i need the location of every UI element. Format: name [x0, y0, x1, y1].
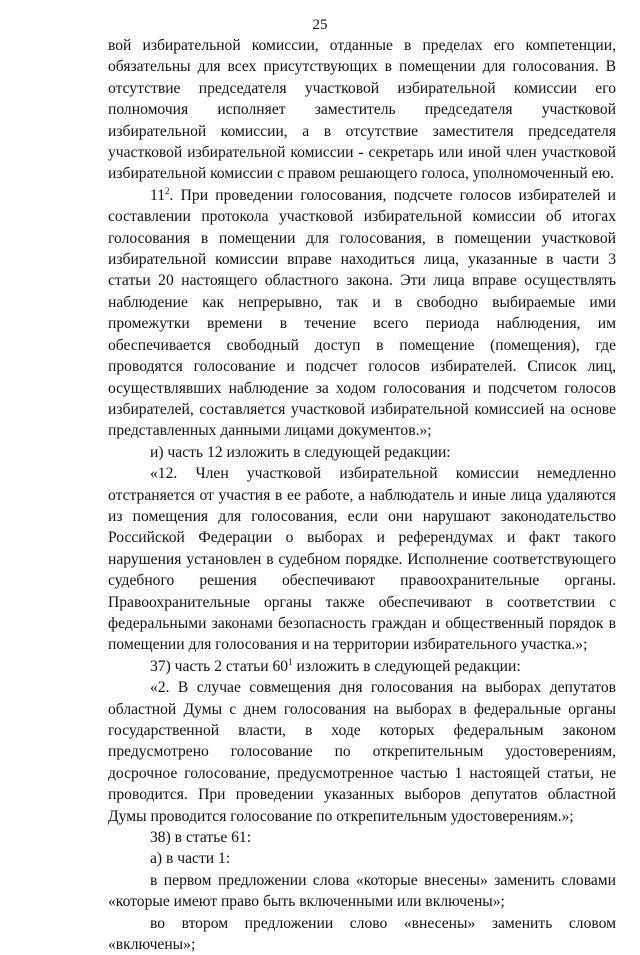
paragraph-text: вой избирательной комиссии, отданные в пределах его компетенции, обязательны для всех присутствующих в помещении для голосования. В отсутствие председателя участковой избирательной комиссии его полномочия исполняет заместитель председателя участковой избирательной комиссии, а в отсутствие заместителя председателя участковой избирательной комиссии - секретарь или иной член участковой избирательной комиссии с правом решающего голоса, уполномоченный ею. — [108, 37, 616, 183]
paragraph-text: «12. Член участковой избирательной комиссии немедленно отстраняется от участия в ее работе, а наблюдатель и иные лица удаляются из помещения для голосования, если они нарушают законодательство Российской Федерации о выборах и референдумах и факт такого нарушения установлен в судебном порядке. Исполнение соответствующего судебного решения обеспечивают правоохранительные органы. Правоохранительные органы также обеспечивают в соответствии с федеральными законами безопасность граждан и общественный порядок в помещении для голосования и на территории избирательного участка.»; — [108, 465, 616, 654]
paragraph-text: во втором предложении слово «внесены» заменить словом «включены»; — [108, 914, 616, 954]
superscript: 2 — [165, 185, 170, 196]
paragraph-prefix: 37) часть 2 статьи 60 — [150, 657, 289, 675]
paragraph-text: . При проведении голосования, подсчете голосов избирателей и составлении протокола участковой избирательной комиссии об итогах голосования в помещении для голосования, в помещении участковой избирательной комиссии вправе находиться лица, указанные в части 3 статьи 20 настоящего областного закона. Эти лица вправе осуществлять наблюдение как непрерывно, так и в свободно выбираемые ими промежутки времени в течение всего периода наблюдения, им обеспечивается свободный доступ в помещение (помещения), где проводятся голосование и подсчет голосов избирателей. Список лиц, осуществлявших наблюдение за ходом голосования и подсчетом голосов избирателей, составляется участковой избирательной комиссией на основе представленных данными лицами документов.»; — [108, 186, 616, 440]
superscript: 1 — [288, 656, 293, 667]
paragraph-text: изложить в следующей редакции: — [292, 657, 521, 675]
paragraph-part-11-2 — [108, 185, 616, 442]
paragraph-second-sentence — [108, 913, 616, 955]
paragraph-first-sentence — [108, 870, 616, 913]
paragraph-text: 38) в статье 61: — [150, 829, 252, 847]
paragraph-continuation — [108, 35, 616, 185]
paragraph-prefix: 11 — [150, 186, 166, 204]
paragraph-part-2 — [108, 677, 616, 827]
document-body — [108, 35, 616, 955]
paragraph-item-i — [108, 442, 616, 463]
paragraph-text: «2. В случае совмещения дня голосования на выборах депутатов областной Думы с днем голосования на выборах в федеральные органы государственной власти, в ходе которых федеральным законом предусмотрено голосование по открепительным удостоверениям, досрочное голосование, предусмотренное частью 1 настоящей статьи, не проводится. При проведении указанных выборов депутатов областной Думы проводится голосование по открепительным удостоверениям.»; — [108, 679, 616, 825]
page-number: 25 — [312, 17, 328, 33]
paragraph-text: а) в части 1: — [150, 850, 231, 868]
paragraph-item-38 — [108, 827, 616, 848]
paragraph-item-37 — [108, 656, 616, 677]
paragraph-item-a — [108, 848, 616, 869]
paragraph-text: в первом предложении слова «которые внесены» заменить словами «которые имеют право быть включенными или включены»; — [108, 871, 616, 911]
paragraph-text: и) часть 12 изложить в следующей редакции: — [150, 443, 451, 461]
paragraph-part-12 — [108, 463, 616, 656]
